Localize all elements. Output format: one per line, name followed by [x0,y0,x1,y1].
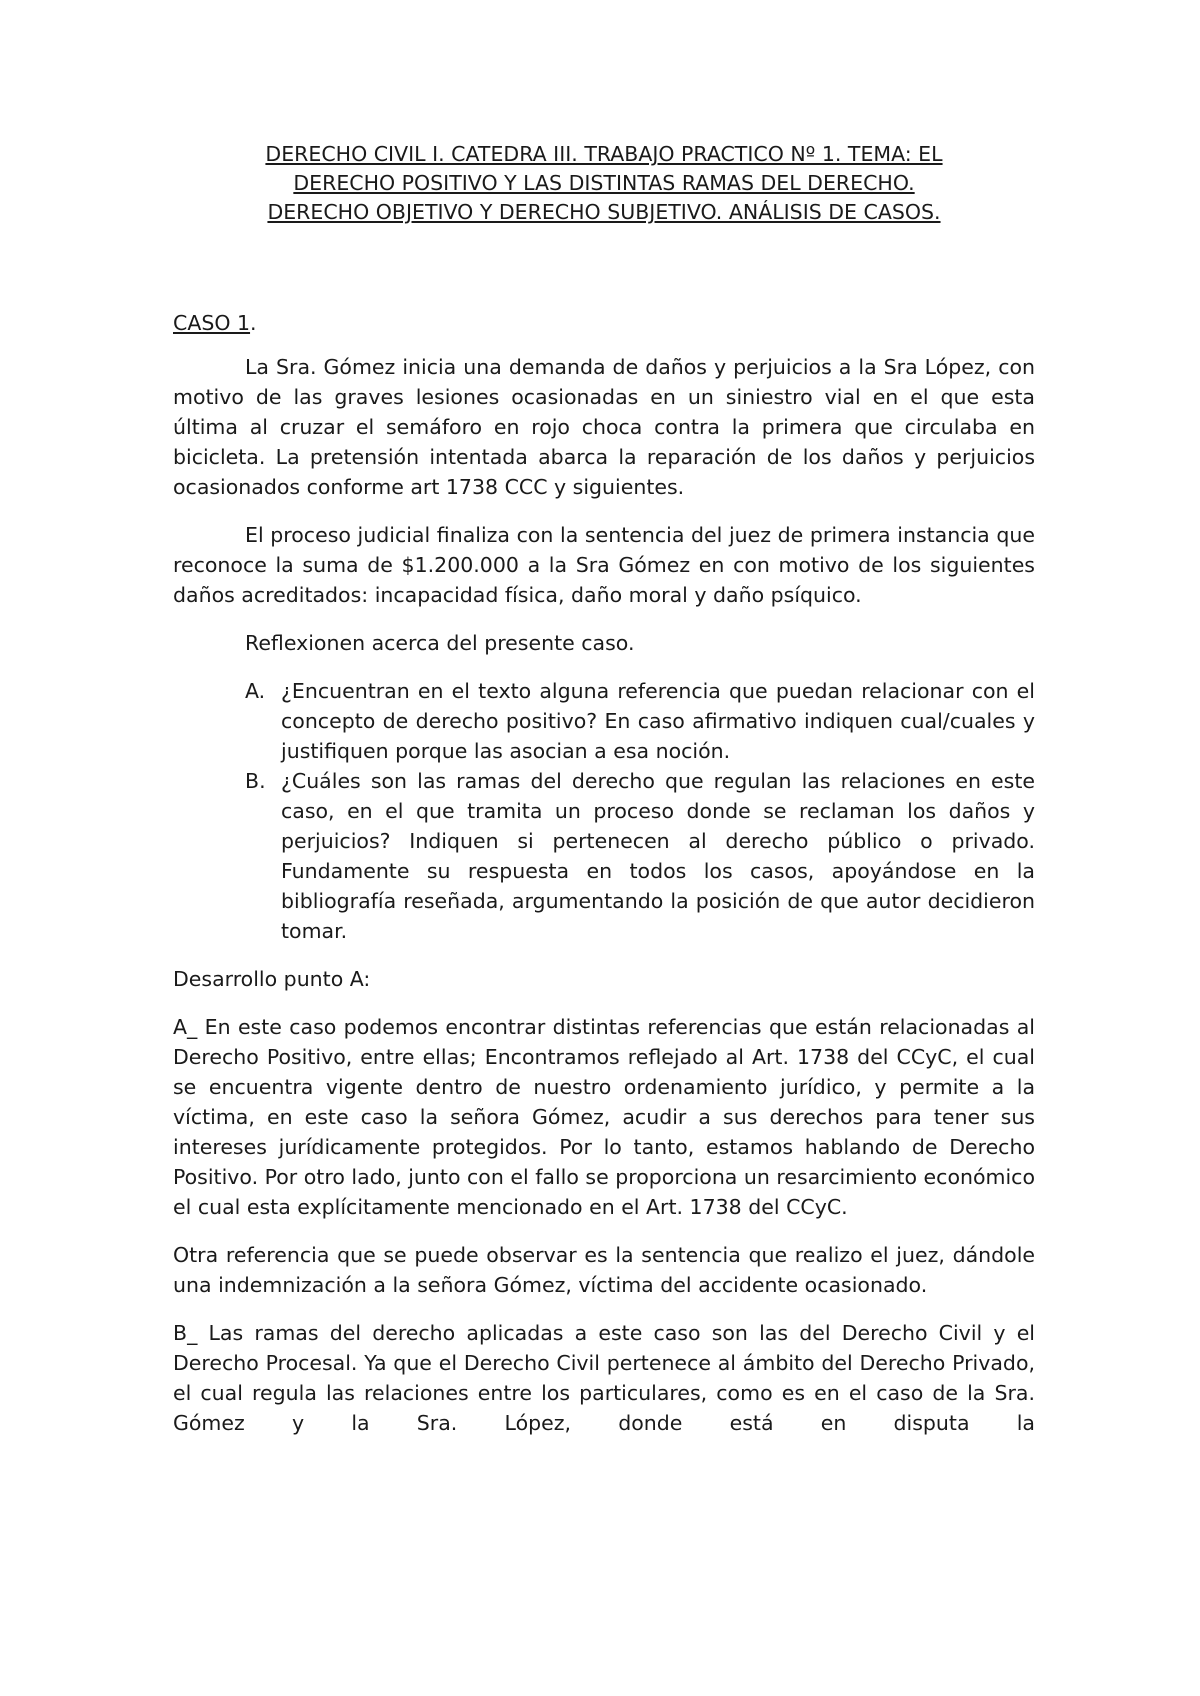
title-line-2: DERECHO POSITIVO Y LAS DISTINTAS RAMAS DEL DERECHO. [293,171,915,195]
case-paragraph-2: El proceso judicial finaliza con la sentencia del juez de primera instancia que reconoce la suma de $1.200.000 a la Sra Gómez en con motivo de los siguientes daños acreditados: incapacidad física, daño moral y daño psíquico. [173,523,1035,607]
question-list [173,676,1035,946]
answer-a-second-paragraph: Otra referencia que se puede observar es la sentencia que realizo el juez, dándole una indemnización a la señora Gómez, víctima del accidente ocasionado. [173,1243,1035,1297]
question-item [173,676,1035,766]
case-heading-punct: . [250,311,257,335]
title-line-3: DERECHO OBJETIVO Y DERECHO SUBJETIVO. ANÁLISIS DE CASOS. [267,200,941,224]
reflection-prompt: Reflexionen acerca del presente caso. [245,631,635,655]
case-paragraph-1: La Sra. Gómez inicia una demanda de daños y perjuicios a la Sra López, con motivo de las graves lesiones ocasionadas en un siniestro vial en el que esta última al cruzar el semáforo en rojo choca contra la primera que circulaba en bicicleta. La pretensión intentada abarca la reparación de los daños y perjuicios ocasionados conforme art 1738 CCC y siguientes. [173,355,1035,499]
development-heading: Desarrollo punto A: [173,967,371,991]
answer-a-paragraph: A_ En este caso podemos encontrar distintas referencias que están relacionadas al Derecho Positivo, entre ellas; Encontramos reflejado al Art. 1738 del CCyC, el cual se encuentra vigente dentro de nuestro ordenamiento jurídico, y permite a la víctima, en este caso la señora Gómez, acudir a sus derechos para tener sus intereses jurídicamente protegidos. Por lo tanto, estamos hablando de Derecho Positivo. Por otro lado, junto con el fallo se proporciona un resarcimiento económico el cual esta explícitamente mencionado en el Art. 1738 del CCyC. [173,1015,1035,1219]
question-item [173,766,1035,946]
answer-b-paragraph: B_ Las ramas del derecho aplicadas a este caso son las del Derecho Civil y el Derecho Procesal. Ya que el Derecho Civil pertenece al ámbito del Derecho Privado, el cual regula las relaciones entre los particulares, como es en el caso de la Sra. Gómez y la Sra. López, donde está en disputa la [173,1321,1035,1435]
question-text: ¿Cuáles son las ramas del derecho que regulan las relaciones en este caso, en el que tramita un proceso donde se reclaman los daños y perjuicios? Indiquen si pertenecen al derecho público o privado. Fundamente su respuesta en todos los casos, apoyándose en la bibliografía reseñada, argumentando la posición de que autor decidieron tomar. [281,769,1035,943]
question-marker: A. [245,679,266,703]
question-marker: B. [245,769,266,793]
case-heading [173,308,1035,338]
title-line-1: DERECHO CIVIL I. CATEDRA III. TRABAJO PRACTICO Nº 1. TEMA: EL [265,142,943,166]
case-heading-label: CASO 1 [173,311,251,335]
document-page [173,140,1035,1456]
question-text: ¿Encuentran en el texto alguna referencia que puedan relacionar con el concepto de derecho positivo? En caso afirmativo indiquen cual/cuales y justifiquen porque las asocian a esa noción. [281,679,1035,763]
document-title [173,140,1035,227]
